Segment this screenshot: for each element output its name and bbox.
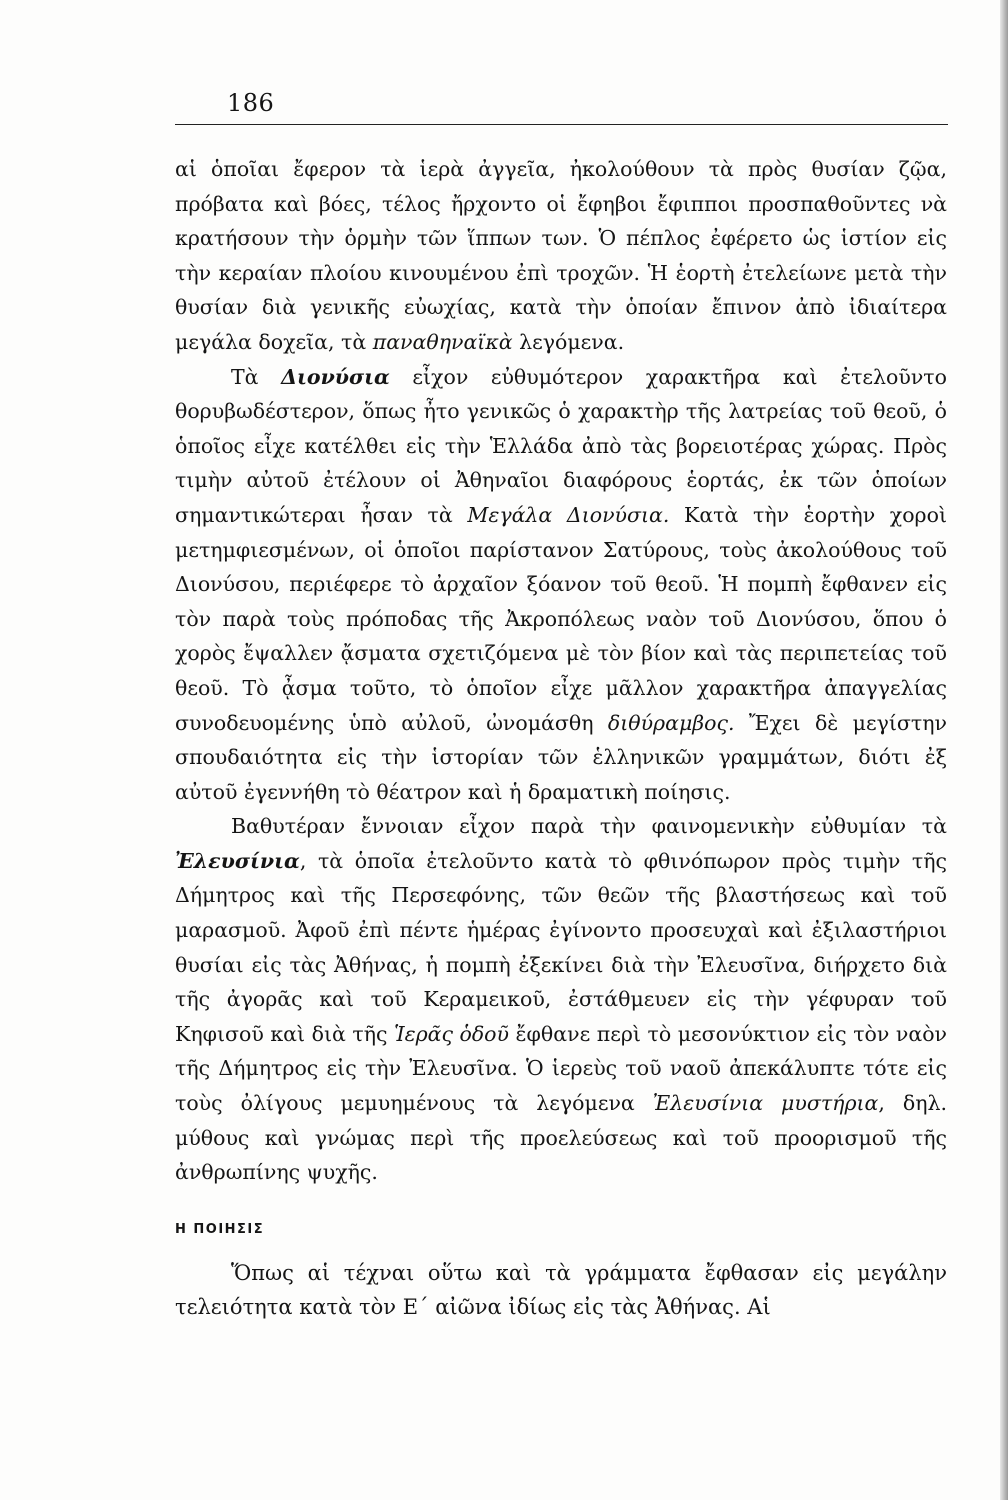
text-run: εἶχον εὐθυμότερον χαρακτῆρα καὶ ἐτελοῦντο θορυβωδέστερον, ὅπως ἦτο γενικῶς ὁ χαρακτὴρ τῆς λατρείας τοῦ θεοῦ, ὁ ὁποῖος εἶχε κατέλθει εἰς τὴν Ἑλλάδα ἀπὸ τὰς βορειοτέρας χώρας. Πρὸς τιμὴν αὐτοῦ ἐτέλουν οἱ Ἀθηναῖοι διαφόρους ἑορτάς, ἐκ τῶν ὁποίων σημαντικώτεραι ἦσαν τὰ: [175, 364, 947, 527]
italic-term: παναθηναϊκὰ: [372, 329, 513, 354]
text-run: , τὰ ὁποῖα ἐτελοῦντο κατὰ τὸ φθινόπωρον πρὸς τιμὴν τῆς Δήμητρος καὶ τῆς Περσεφόνης, τῶν θεῶν τῆς βλαστήσεως καὶ τοῦ μαρασμοῦ. Ἀφοῦ ἐπὶ πέντε ἡμέρας ἐγίνοντο προσευχαὶ καὶ ἐξιλαστήριοι θυσίαι εἰς τὰς Ἀθήνας, ἡ πομπὴ ἐξεκίνει διὰ τὴν Ἐλευσῖνα, διήρχετο διὰ τῆς ἀγορᾶς καὶ τοῦ Κεραμεικοῦ, ἐστάθμευεν εἰς τὴν γέφυραν τοῦ Κηφισοῦ καὶ διὰ τῆς: [175, 848, 947, 1046]
bold-italic-term: Διονύσια: [281, 364, 390, 389]
text-run: Βαθυτέραν ἔννοιαν εἶχον παρὰ τὴν φαινομενικὴν εὐθυμίαν τὰ: [231, 814, 947, 839]
bold-italic-term: Ἐλευσίνια: [175, 848, 300, 873]
text-run: Ἔχει δὲ μεγίστην σπουδαιότητα εἰς τὴν ἱστορίαν τῶν ἑλληνικῶν γραμμάτων, διότι ἐξ αὐτοῦ ἐγεννήθη τὸ θέατρον καὶ ἡ δραματικὴ ποίησις.: [175, 710, 947, 804]
text-run: λεγόμενα.: [512, 329, 625, 354]
italic-term: Ἱερᾶς ὁδοῦ: [394, 1021, 509, 1046]
section-heading: Η ΠΟΙΗΣΙΣ: [175, 1221, 265, 1237]
paragraph: [175, 152, 947, 360]
italic-term: Μεγάλα Διονύσια.: [467, 502, 670, 527]
paragraph: Ὅπως αἱ τέχναι οὕτω καὶ τὰ γράμματα ἔφθασαν εἰς μεγάλην τελειότητα κατὰ τὸν Ε΄ αἰῶνα ἰδίως εἰς τὰς Ἀθήνας. Αἱ: [175, 1260, 947, 1320]
italic-term: Ἐλευσίνια μυστήρια: [652, 1091, 879, 1116]
paragraph: [175, 360, 947, 810]
text-run: Κατὰ τὴν ἑορτὴν χοροὶ μετημφιεσμένων, οἱ ὁποῖοι παρίστανον Σατύρους, τοὺς ἀκολούθους τοῦ Διονύσου, περιέφερε τὸ ἀρχαῖον ξόανον τοῦ θεοῦ. Ἡ πομπὴ ἔφθανεν εἰς τὸν παρὰ τοὺς πρόποδας τῆς Ἀκροπόλεως ναὸν τοῦ Διονύσου, ὅπου ὁ χορὸς ἔψαλλεν ᾄσματα σχετιζόμενα μὲ τὸν βίον καὶ τὰς περιπετείας τοῦ θεοῦ. Τὸ ᾆσμα τοῦτο, τὸ ὁποῖον εἶχε μᾶλλον χαρακτῆρα ἀπαγγελίας συνοδευομένης ὑπὸ αὐλοῦ, ὠνομάσθη: [175, 502, 947, 735]
text-run: , δηλ. μύθους καὶ γνώμας περὶ τῆς προελεύσεως καὶ τοῦ προορισμοῦ τῆς ἀνθρωπίνης ψυχῆς.: [175, 1091, 947, 1185]
text-run: Τὰ: [231, 364, 282, 389]
text-run: αἱ ὁποῖαι ἔφερον τὰ ἱερὰ ἀγγεῖα, ἠκολούθουν τὰ πρὸς θυσίαν ζῷα, πρόβατα καὶ βόες, τέλος ἤρχοντο οἱ ἔφηβοι ἔφιπποι προσπαθοῦντες νὰ κρατήσουν τὴν ὁρμὴν τῶν ἵππων των. Ὁ πέπλος ἐφέρετο ὡς ἱστίον εἰς τὴν κεραίαν πλοίου κινουμένου ἐπὶ τροχῶν. Ἡ ἑορτὴ ἐτελείωνε μετὰ τὴν θυσίαν διὰ γενικῆς εὐωχίας, κατὰ τὴν ὁποίαν ἔπινον ἀπὸ ἰδιαίτερα μεγάλα δοχεῖα, τὰ: [175, 157, 947, 354]
text-run: ἔφθανε περὶ τὸ μεσονύκτιον εἰς τὸν ναὸν τῆς Δήμητρος εἰς τὴν Ἐλευσῖνα. Ὁ ἱερεὺς τοῦ ναοῦ ἀπεκάλυπτε τότε εἰς τοὺς ὀλίγους μεμυημένους τὰ λεγόμενα: [175, 1021, 948, 1116]
header-rule: [175, 124, 948, 125]
page-edge-shadow: [1000, 0, 1008, 1500]
page-number: 186: [227, 89, 275, 117]
paragraph: [175, 809, 947, 1190]
italic-term: διθύραμβος.: [607, 710, 735, 735]
body-text: [175, 152, 947, 1325]
